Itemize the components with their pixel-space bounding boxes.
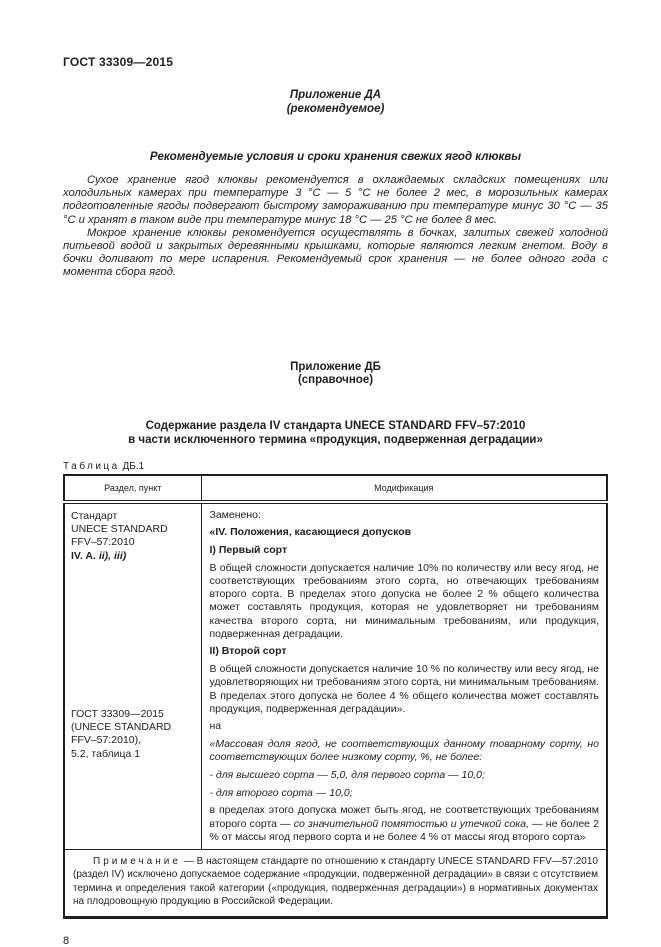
left-line: ГОСТ 33309—2015	[71, 707, 164, 720]
note-body: — В настоящем стандарте по отношению к стандарту UNECE STANDARD FFV—57:2010 (раздел IV) исключено допускаемое содержание «продукции, подверженной деградации» в связи с отсутствием термина и определения такой категории («продукция, подверженная деградации») в нормативных документах на плодоовощную продукцию в Российской Федерации.	[73, 856, 598, 907]
left-line: UNECE STANDARD	[71, 523, 168, 536]
tolerance-part1: в пределах этого допуска может быть ягод, не соответствующих требованиям второго сорта —	[209, 804, 599, 830]
modification-table	[63, 474, 608, 919]
na-label: на	[209, 720, 222, 733]
table-body-row	[64, 502, 607, 850]
clause-roman: IV. A.	[71, 549, 99, 562]
table-caption	[63, 461, 608, 472]
modification-cell	[201, 502, 607, 850]
grade-item-1: - для высшего сорта — 5,0, для первого сорта — 10,0;	[209, 769, 485, 782]
section-iv-heading: «IV. Положения, касающиеся допусков	[209, 526, 412, 539]
note-text	[73, 855, 598, 908]
appendix-da-header	[63, 89, 608, 116]
table-header-modification: Модификация	[201, 475, 607, 502]
left-line: FFV–57:2010	[71, 536, 135, 549]
page-content	[63, 0, 608, 947]
appendix-db-heading-line2: в части исключенного термина «продукция, подверженная деградации»	[128, 433, 543, 446]
tolerance-italic: со значительной помятостью и утечкой сока,	[293, 817, 530, 830]
table-header-row	[64, 475, 607, 502]
left-line: FFV–57:2010),	[71, 734, 142, 747]
note-cell	[64, 850, 607, 918]
storage-paragraph-dry: Сухое хранение ягод клюквы рекомендуется в охлаждаемых складских помещениях или холодильных камерах при температуре 3 °С — 5 °С не более 2 мес, в морозильных камерах подготовленные ягоды подвергают быстрому замораживанию при температуре минус 30 °С — 35 °С и хранят в таком виде при температуре минус 18 °С — 25 °С не более 8 мес.	[63, 174, 608, 226]
left-line: (UNECE STANDARD	[71, 721, 172, 734]
tolerance-text	[210, 804, 600, 844]
appendix-db-type: (справочное)	[297, 374, 374, 387]
left-line: Стандарт	[71, 509, 118, 522]
appendix-db-heading	[63, 419, 608, 447]
appendix-da-heading: Рекомендуемые условия и сроки хранения свежих ягод клюквы	[149, 151, 522, 163]
appendix-da-type: (рекомендуемое)	[286, 102, 385, 115]
note-label: Примечание	[93, 856, 181, 868]
doc-code: ГОСТ 33309—2015	[63, 55, 174, 69]
page-number: 8	[63, 934, 70, 947]
left-block-gost	[71, 708, 171, 762]
replaced-label: Заменено:	[209, 508, 261, 521]
second-grade-heading: II) Второй сорт	[209, 645, 287, 658]
table-caption-word: Таблица	[63, 460, 120, 472]
first-grade-text: В общей сложности допускается наличие 10% по количеству или весу ягод, не соответствующих требованиям этого сорта, но отвечающих требованиям второго сорта. В пределах этого допуска не более 2 % общего количества может составлять продукция, которая не удовлетворяет ни требованиям качества второго сорта, ни минимальным требованиям, или продукция, подверженная деградации.	[209, 561, 599, 640]
table-note-row	[64, 850, 607, 918]
tolerance-part2: — не более 2 % от массы ягод первого сорта и не более 4 % от массы ягод второго сорта»	[209, 817, 599, 843]
appendix-db-title: Приложение ДБ	[290, 360, 381, 373]
left-line: 5.2, таблица 1	[71, 747, 141, 760]
appendix-db-header	[63, 361, 608, 388]
clause-items: ii), iii)	[98, 549, 127, 562]
section-cell	[64, 502, 201, 850]
mass-fraction-text: «Массовая доля ягод, не соответствующих данному товарному сорту, но соответствующих более низкому сорту, %, не более:	[209, 738, 599, 764]
storage-paragraph-wet: Мокрое хранение клюквы рекомендуется осуществлять в бочках, залитых свежей холодной питьевой водой и закрытых деревянными крышками, которые являются легким гнетом. Воду в бочки доливают по мере испарения. Рекомендуемый срок хранения — не более одного года с момента сбора ягод.	[63, 226, 608, 279]
grade-item-2: - для второго сорта — 10,0;	[209, 786, 353, 799]
clause-reference	[71, 550, 195, 563]
second-grade-text: В общей сложности допускается наличие 10 % по количеству или весу ягод, не удовлетворяющих ни требованиям этого сорта, ни минимальным требованиям. В пределах этого допуска не более 4 % общего количества может составлять продукция, подверженная деградации».	[209, 663, 599, 715]
left-block-unece	[71, 510, 195, 564]
appendix-da-title: Приложение ДА	[289, 89, 382, 101]
first-grade-heading: I) Первый сорт	[209, 544, 288, 557]
table-header-section: Раздел, пункт	[64, 475, 201, 502]
table-caption-number: ДБ.1	[122, 460, 145, 472]
appendix-db-heading-line1: Содержание раздела IV стандарта UNECE STANDARD FFV–57:2010	[145, 419, 526, 432]
